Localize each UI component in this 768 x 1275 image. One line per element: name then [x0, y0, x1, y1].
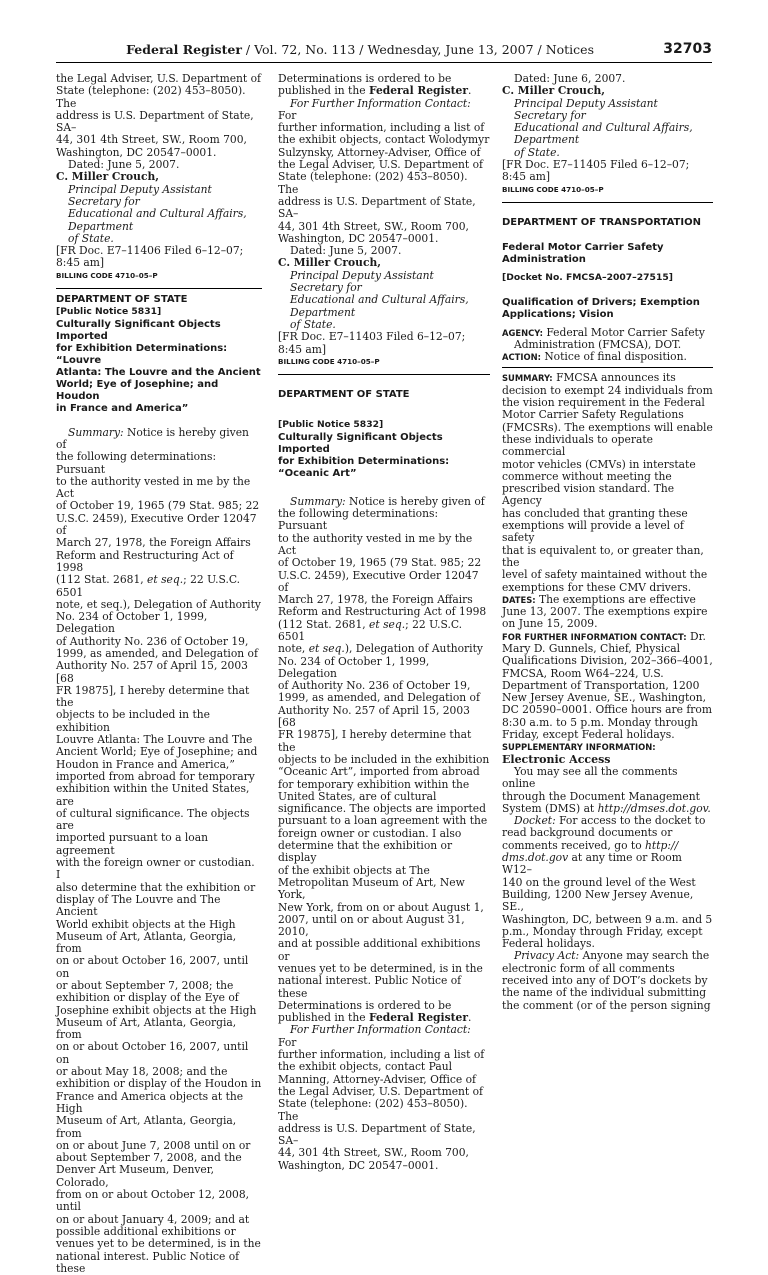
text-line: for Exhibition Determinations: “Louvre: [56, 342, 228, 366]
signer-title: [278, 270, 490, 331]
text-line: has concluded that granting these: [502, 506, 688, 520]
dated-line: Dated: June 5, 2007.: [68, 158, 180, 172]
summary-label: Summary:: [290, 494, 346, 508]
text-line: Josephine exhibit objects at the High: [56, 1003, 257, 1017]
text-span: et seq.: [369, 617, 406, 631]
text-line: World; Eye of Josephine; and Houdon: [56, 378, 219, 402]
text-line: Museum of Art, Atlanta, Georgia, from: [56, 1015, 237, 1042]
text-span: note,: [278, 642, 309, 656]
text-span: (112 Stat. 2681,: [56, 573, 148, 587]
text-line: Ancient World; Eye of Josephine; and: [56, 745, 258, 759]
text-line: FMCSA, Room W64–224, U.S.: [502, 666, 664, 680]
text-line: State (telephone: (202) 453–8050). The: [56, 84, 246, 110]
text-line: objects to be included in the exhibition: [278, 752, 490, 766]
text-line: Principal Deputy Assistant Secretary for: [514, 96, 658, 122]
contact-paragraph: [278, 98, 490, 246]
divider: [502, 202, 713, 203]
text-line: Mary D. Gunnels, Chief, Physical: [502, 641, 681, 655]
text-line: Reform and Restructuring Act of 1998: [56, 548, 234, 574]
text-line: the exhibit objects, contact Wolodymyr: [278, 133, 490, 147]
text-line: Sulzynsky, Attorney-Adviser, Office of: [278, 145, 481, 159]
text-line: read background documents or: [502, 826, 673, 840]
text-line: Louvre Atlanta: The Louvre and The: [56, 733, 253, 747]
text-span: at any time or Room W12–: [502, 851, 682, 877]
contact-paragraph: [502, 631, 713, 742]
text-line: and at possible additional exhibitions or: [278, 937, 481, 963]
text-line: in France and America”: [56, 402, 189, 414]
journal-name: Federal Register: [126, 42, 242, 57]
contact-label: For Further Information Contact:: [290, 96, 471, 110]
text-line: exemptions will provide a level of safety: [502, 519, 684, 545]
text-line: exemptions for these CMV drivers.: [502, 580, 692, 594]
summary-label: Summary:: [68, 425, 124, 439]
text-line: Department of Transportation, 1200: [502, 678, 700, 692]
summary-paragraph: [56, 427, 262, 1275]
signer-name-text: C. Miller Crouch,: [278, 256, 381, 270]
text-line: possible additional exhibitions or: [56, 1224, 236, 1238]
text-span: et seq.: [308, 642, 345, 656]
text-line: address is U.S. Department of State, SA–: [56, 108, 254, 135]
electronic-access-heading: Electronic Access: [502, 752, 611, 766]
page-header: [56, 40, 712, 63]
text-line: on or about January 4, 2009; and at: [56, 1212, 250, 1226]
text-line: State (telephone: (202) 453–8050). The: [278, 1097, 468, 1123]
text-line: the Legal Adviser, U.S. Department of: [56, 72, 261, 85]
text-span: Federal Register: [368, 1011, 468, 1025]
text-line: June 13, 2007. The exemptions expire: [502, 605, 708, 619]
page-number: 32703: [663, 41, 712, 57]
text-span: The exemptions are effective: [535, 592, 696, 606]
text-line: determine that the exhibition or display: [278, 839, 453, 865]
text-line: Qualifications Division, 202–366–4001,: [502, 654, 713, 668]
text-line: Culturally Significant Objects Imported: [56, 318, 221, 342]
text-line: Metropolitan Museum of Art, New York,: [278, 875, 465, 902]
text-span: System (DMS) at: [502, 801, 598, 815]
text-line: on or about June 7, 2008 until on or: [56, 1138, 251, 1152]
text-line: further information, including a list of: [278, 121, 485, 135]
text-line: imported from abroad for temporary: [56, 769, 255, 783]
text-line: Denver Art Museum, Denver, Colorado,: [56, 1163, 215, 1189]
text-line: 1999, as amended, and Delegation of: [56, 646, 258, 660]
summary-paragraph: [502, 372, 713, 593]
text-line: the vision requirement in the Federal: [502, 396, 705, 410]
signer-name-text: C. Miller Crouch,: [502, 84, 605, 98]
text-line: State (telephone: (202) 453–8050). The: [278, 170, 468, 196]
text-line: display of The Louvre and The Ancient: [56, 892, 221, 919]
text-line: 44, 301 4th Street, SW., Room 700,: [278, 219, 469, 233]
text-line: of October 19, 1965 (79 Stat. 985; 22: [278, 556, 482, 570]
text-span: published in the: [278, 84, 369, 98]
text-line: further information, including a list of: [278, 1048, 485, 1062]
divider: [502, 367, 713, 368]
text-line: motor vehicles (CMVs) in interstate: [502, 457, 696, 471]
text-line: venues yet to be determined, is in the: [56, 1237, 261, 1251]
contact-paragraph: [278, 1024, 490, 1172]
text-span: Notice of final disposition.: [540, 350, 687, 364]
signer-name-text: C. Miller Crouch,: [56, 170, 159, 184]
billing-code: BILLING CODE 4710–05–P: [56, 270, 158, 280]
text-line: or about September 7, 2008; the: [56, 979, 234, 992]
electronic-access-paragraph: [502, 766, 713, 815]
text-line: 44, 301 4th Street, SW., Room 700,: [278, 1146, 469, 1160]
text-line: World exhibit objects at the High: [56, 917, 236, 931]
text-span: Notice is hereby given of: [345, 494, 485, 508]
text-line: on June 15, 2009.: [502, 617, 598, 631]
text-line: 1999, as amended, and Delegation of: [278, 691, 480, 705]
text-line: of State.: [290, 317, 336, 331]
signer-title: [502, 98, 713, 159]
text-line: of October 19, 1965 (79 Stat. 985; 22: [56, 499, 260, 513]
department-heading: DEPARTMENT OF STATE: [56, 294, 188, 306]
text-line: of Authority No. 236 of October 19,: [278, 679, 471, 693]
divider: [56, 288, 262, 289]
text-span: published in the: [278, 1011, 369, 1025]
supplementary-label-text: SUPPLEMENTARY INFORMATION:: [502, 742, 656, 753]
text-line: prescribed vision standard. The Agency: [502, 482, 675, 508]
text-line: You may see all the comments online: [502, 764, 678, 791]
text-line: Culturally Significant Objects Imported: [278, 431, 443, 455]
text-line: objects to be included in the exhibition: [56, 708, 210, 734]
text-line: Washington, DC 20547–0001.: [278, 231, 439, 245]
text-line: “Oceanic Art”: [278, 467, 357, 479]
text-line: the Legal Adviser, U.S. Department of: [278, 158, 483, 172]
docket-number: [Docket No. FMCSA–2007–27515]: [502, 272, 673, 284]
text-line: commerce without meeting the: [502, 469, 672, 483]
signer-title: [56, 184, 262, 245]
text-line: Authority No. 257 of April 15, 2003 [68: [56, 659, 248, 685]
public-notice-number: [Public Notice 5832]: [278, 419, 384, 431]
department-heading: DEPARTMENT OF TRANSPORTATION: [502, 216, 701, 228]
text-line: Washington, DC, between 9 a.m. and 5: [502, 912, 713, 926]
text-line: Washington, DC 20547–0001.: [278, 1158, 439, 1172]
text-line: U.S.C. 2459), Executive Order 12047 of: [56, 511, 257, 538]
text-line: March 27, 1978, the Foreign Affairs: [278, 593, 473, 607]
text-line: Administration (FMCSA), DOT.: [514, 337, 682, 351]
text-line: Motor Carrier Safety Regulations: [502, 408, 684, 422]
docket-link[interactable]: dms.dot.gov: [502, 851, 569, 865]
text-line: of State.: [514, 145, 560, 159]
text-span: Federal Register: [368, 84, 468, 98]
text-span: comments received, go to: [502, 838, 646, 852]
agency-heading: [502, 242, 713, 266]
text-line: [502, 852, 713, 877]
docket-link[interactable]: http://: [645, 838, 679, 852]
text-line: Houdon in France and America,”: [56, 757, 235, 771]
text-line: of Authority No. 236 of October 19,: [56, 634, 249, 648]
text-line: Educational and Cultural Affairs, Department: [68, 207, 247, 233]
text-line: decision to exempt 24 individuals from: [502, 383, 713, 397]
billing-code: BILLING CODE 4710–05–P: [502, 184, 604, 194]
text-line: foreign owner or custodian. I also: [278, 826, 462, 840]
text-line: [278, 643, 490, 655]
text-line: “Oceanic Art”, imported from abroad: [278, 765, 480, 779]
text-line: Educational and Cultural Affairs, Department: [514, 121, 693, 147]
text-line: New York, from on or about August 1,: [278, 900, 484, 914]
text-span: ; 22 U.S.C. 6501: [278, 617, 463, 643]
dms-link[interactable]: http://dmses.dot.gov.: [597, 801, 711, 815]
text-span: .: [467, 1011, 472, 1025]
text-line: the comment (or of the person signing: [502, 998, 711, 1012]
text-line: to the authority vested in me by the Act: [278, 531, 473, 557]
text-line: 2007, until on or about August 31, 2010,: [278, 912, 465, 939]
text-span: Notice is hereby given of: [56, 425, 249, 451]
text-line: received into any of DOT’s dockets by: [502, 974, 708, 987]
text-line: Federal holidays.: [502, 937, 595, 951]
text-line: Determinations is ordered to be: [278, 72, 452, 85]
text-line: through the Document Management: [502, 789, 700, 803]
text-line: Principal Deputy Assistant Secretary for: [290, 268, 434, 295]
text-line: for Exhibition Determinations:: [278, 455, 450, 467]
text-line: Federal Motor Carrier Safety: [502, 242, 664, 254]
text-line: Applications; Vision: [502, 308, 614, 320]
text-line: significance. The objects are imported: [278, 802, 486, 816]
dated-line: Dated: June 6, 2007.: [514, 72, 626, 85]
docket-paragraph: [502, 815, 713, 950]
text-line: Administration: [502, 254, 586, 266]
agency-label: AGENCY:: [502, 327, 543, 338]
text-line: of the exhibit objects at The: [278, 863, 430, 877]
notice-title: [502, 297, 713, 321]
text-line: on or about October 16, 2007, until on: [56, 954, 249, 980]
running-head: [126, 42, 594, 57]
column-1: [56, 73, 262, 1275]
department-heading: DEPARTMENT OF STATE: [278, 389, 410, 401]
text-line: of cultural significance. The objects are: [56, 806, 250, 833]
supplementary-label: [502, 741, 713, 753]
text-line: also determine that the exhibition or: [56, 880, 256, 894]
text-span: .: [467, 84, 472, 98]
text-line: about September 7, 2008, and the: [56, 1151, 242, 1165]
contact-label: For Further Information Contact:: [290, 1023, 471, 1037]
agency-line: [502, 327, 713, 352]
text-line: national interest. Public Notice of these: [278, 974, 462, 1000]
text-line: exhibition within the United States, are: [56, 782, 250, 808]
text-line: p.m., Monday through Friday, except: [502, 924, 703, 938]
text-line: the Legal Adviser, U.S. Department of: [278, 1084, 483, 1098]
fr-doc-line: [FR Doc. E7–11405 Filed 6–12–07; 8:45 am]: [502, 158, 690, 184]
continued-text: [56, 73, 262, 159]
text-line: or about May 18, 2008; and the: [56, 1065, 228, 1079]
text-line: level of safety maintained without the: [502, 568, 708, 582]
text-span: et seq.: [147, 573, 184, 587]
text-line: exhibition or display of the Eye of: [56, 991, 239, 1005]
text-line: 140 on the ground level of the West: [502, 875, 696, 889]
text-line: Atlanta: The Louvre and the Ancient: [56, 366, 261, 378]
text-line: these individuals to operate commercial: [502, 432, 653, 459]
dates-paragraph: [502, 594, 713, 631]
text-line: (FMCSRs). The exemptions will enable: [502, 420, 713, 434]
text-line: the following determinations: Pursuant: [278, 507, 439, 533]
text-line: 8:30 a.m. to 5 p.m. Monday through: [502, 715, 698, 729]
text-line: address is U.S. Department of State, SA–: [278, 194, 476, 221]
text-line: to the authority vested in me by the Act: [56, 474, 251, 501]
issue-info: / Vol. 72, No. 113 / Wednesday, June 13, 2007 / Notices: [241, 42, 594, 57]
notice-title: [278, 432, 490, 480]
public-notice-number: [Public Notice 5831]: [56, 306, 162, 318]
text-line: FR 19875], I hereby determine that the: [278, 728, 472, 754]
action-line: [502, 351, 713, 363]
text-line: venues yet to be determined, is in the: [278, 962, 483, 975]
text-line: note, et seq.), Delegation of Authority: [56, 597, 261, 611]
text-line: the name of the individual submitting: [502, 986, 707, 1000]
text-line: No. 234 of October 1, 1999, Delegation: [56, 610, 208, 636]
summary-paragraph: [278, 496, 490, 1025]
privacy-paragraph: [502, 950, 713, 1011]
text-span: For: [278, 1035, 297, 1049]
text-line: March 27, 1978, the Foreign Affairs: [56, 536, 251, 550]
text-span: For: [278, 108, 297, 122]
text-line: from on or about October 12, 2008, until: [56, 1188, 250, 1214]
text-line: exhibition or display of the Houdon in: [56, 1077, 262, 1091]
text-line: pursuant to a loan agreement with the: [278, 814, 488, 828]
divider: [278, 374, 490, 375]
column-2: [278, 73, 490, 1172]
text-line: Principal Deputy Assistant Secretary for: [68, 182, 212, 208]
text-line: with the foreign owner or custodian. I: [56, 856, 255, 882]
text-line: DC 20590–0001. Office hours are from: [502, 703, 712, 717]
text-line: Manning, Attorney-Adviser, Office of: [278, 1072, 476, 1086]
text-line: Educational and Cultural Affairs, Department: [290, 293, 469, 319]
text-line: the following determinations: Pursuant: [56, 450, 217, 476]
text-span: ; 22 U.S.C. 6501: [56, 573, 241, 599]
text-line: electronic form of all comments: [502, 961, 675, 975]
text-line: that is equivalent to, or greater than, the: [502, 543, 704, 569]
fr-doc-line: [FR Doc. E7–11403 Filed 6–12–07; 8:45 am]: [278, 330, 466, 356]
text-line: United States, are of cultural: [278, 789, 437, 803]
text-line: address is U.S. Department of State, SA–: [278, 1121, 476, 1148]
text-line: [278, 619, 490, 644]
text-line: [56, 574, 262, 599]
text-line: No. 234 of October 1, 1999, Delegation: [278, 654, 430, 680]
text-line: Museum of Art, Atlanta, Georgia, from: [56, 1114, 237, 1140]
text-line: Museum of Art, Atlanta, Georgia, from: [56, 929, 237, 956]
fr-doc-line: [FR Doc. E7–11406 Filed 6–12–07; 8:45 am]: [56, 244, 244, 270]
text-span: Anyone may search the: [579, 949, 710, 963]
billing-code: BILLING CODE 4710–05–P: [278, 356, 380, 366]
contact-label: FOR FURTHER INFORMATION CONTACT:: [502, 631, 687, 642]
text-span: For access to the docket to: [555, 814, 706, 828]
text-span: ), Delegation of Authority: [344, 642, 483, 656]
text-line: on or about October 16, 2007, until on: [56, 1040, 249, 1066]
action-label: ACTION:: [502, 352, 541, 363]
text-line: France and America objects at the High: [56, 1089, 244, 1115]
text-line: FR 19875], I hereby determine that the: [56, 683, 250, 710]
text-line: New Jersey Avenue, SE., Washington,: [502, 691, 706, 705]
text-line: Reform and Restructuring Act of 1998: [278, 605, 487, 619]
text-span: Dr.: [686, 629, 706, 643]
privacy-label: Privacy Act:: [514, 949, 580, 963]
text-line: Friday, except Federal holidays.: [502, 728, 675, 742]
text-span: Federal Motor Carrier Safety: [542, 325, 705, 339]
dated-line: Dated: June 5, 2007.: [290, 244, 402, 258]
text-line: Determinations is ordered to be: [278, 998, 452, 1012]
text-line: Washington, DC 20547–0001.: [56, 145, 217, 159]
text-line: for temporary exhibition within the: [278, 777, 470, 791]
text-line: of State.: [68, 231, 114, 245]
text-line: Authority No. 257 of April 15, 2003 [68: [278, 703, 470, 730]
text-line: 44, 301 4th Street, SW., Room 700,: [56, 133, 247, 147]
text-line: U.S.C. 2459), Executive Order 12047 of: [278, 568, 479, 594]
text-span: FMCSA announces its: [552, 371, 676, 385]
text-line: imported pursuant to a loan agreement: [56, 831, 208, 857]
summary-label: SUMMARY:: [502, 373, 553, 384]
text-line: national interest. Public Notice of these: [56, 1249, 240, 1275]
docket-label: Docket:: [514, 814, 556, 828]
text-line: the exhibit objects, contact Paul: [278, 1060, 453, 1074]
text-line: Building, 1200 New Jersey Avenue, SE.,: [502, 887, 694, 914]
text-line: Qualification of Drivers; Exemption: [502, 296, 700, 308]
dates-label: DATES:: [502, 594, 536, 605]
column-3: [502, 73, 713, 1012]
text-span: (112 Stat. 2681,: [278, 617, 370, 631]
notice-title: [56, 319, 262, 415]
